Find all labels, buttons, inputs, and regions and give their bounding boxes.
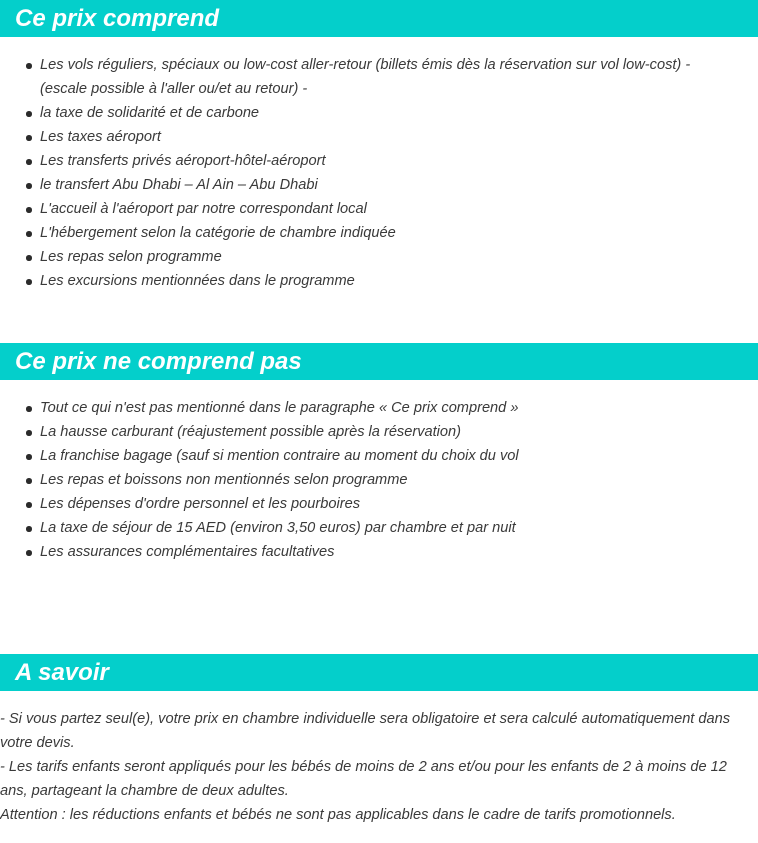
list-item-text: le transfert Abu Dhabi – Al Ain – Abu Dhabi [40,177,318,193]
list-item [0,245,758,269]
list-item [0,173,758,197]
bullet-icon [26,430,32,436]
a-savoir-paragraph: - Si vous partez seul(e), votre prix en chambre individuelle sera obligatoire et sera calculé automatiquement dans votre devis. [0,711,731,751]
list-item [0,492,758,516]
bullet-icon [26,231,32,237]
included-list [0,53,758,293]
bullet-icon [26,111,32,117]
list-item [0,540,758,564]
bullet-icon [26,550,32,556]
list-item [0,125,758,149]
bullet-icon [26,183,32,189]
excluded-list [0,396,758,564]
bullet-icon [26,502,32,508]
list-item [0,53,758,101]
a-savoir-text [0,707,754,827]
section-title-ce-prix-comprend: Ce prix comprend [0,0,758,37]
list-item-text: L'accueil à l'aéroport par notre correspondant local [40,201,367,217]
bullet-icon [26,526,32,532]
list-item-text: Les transferts privés aéroport-hôtel-aéroport [40,153,326,169]
bullet-icon [26,207,32,213]
list-item [0,197,758,221]
list-item-text: L'hébergement selon la catégorie de chambre indiquée [40,225,396,241]
a-savoir-paragraph: - Les tarifs enfants seront appliqués pour les bébés de moins de 2 ans et/ou pour les enfants de 2 à moins de 12 ans, partageant la chambre de deux adultes. [0,759,727,799]
list-item-text: Les assurances complémentaires facultatives [40,544,335,560]
list-item [0,420,758,444]
list-item-text: La taxe de séjour de 15 AED (environ 3,50 euros) par chambre et par nuit [40,520,516,536]
list-item-text: Les taxes aéroport [40,129,161,145]
list-item [0,101,758,125]
bullet-icon [26,279,32,285]
bullet-icon [26,159,32,165]
list-item [0,468,758,492]
list-item-text: Les vols réguliers, spéciaux ou low-cost aller-retour (billets émis dès la réservation sur vol low-cost) - (escale possible à l'aller ou/et au retour) - [40,57,691,97]
list-item [0,516,758,540]
bullet-icon [26,478,32,484]
bullet-icon [26,255,32,261]
section-title-a-savoir: A savoir [0,654,758,691]
list-item-text: la taxe de solidarité et de carbone [40,105,260,121]
list-item-text: Tout ce qui n'est pas mentionné dans le paragraphe « Ce prix comprend » [40,400,519,416]
list-item-text: Les dépenses d'ordre personnel et les pourboires [40,496,361,512]
list-item-text: La franchise bagage (sauf si mention contraire au moment du choix du vol [40,448,519,464]
list-item [0,396,758,420]
list-item-text: Les repas et boissons non mentionnés selon programme [40,472,408,488]
list-item [0,269,758,293]
section-title-ce-prix-ne-comprend-pas: Ce prix ne comprend pas [0,343,758,380]
list-item [0,221,758,245]
list-item [0,444,758,468]
list-item-text: Les excursions mentionnées dans le programme [40,273,355,289]
a-savoir-paragraph: Attention : les réductions enfants et bébés ne sont pas applicables dans le cadre de tarifs promotionnels. [0,807,676,823]
list-item [0,149,758,173]
bullet-icon [26,63,32,69]
bullet-icon [26,135,32,141]
list-item-text: Les repas selon programme [40,249,222,265]
bullet-icon [26,454,32,460]
bullet-icon [26,406,32,412]
list-item-text: La hausse carburant (réajustement possible après la réservation) [40,424,462,440]
